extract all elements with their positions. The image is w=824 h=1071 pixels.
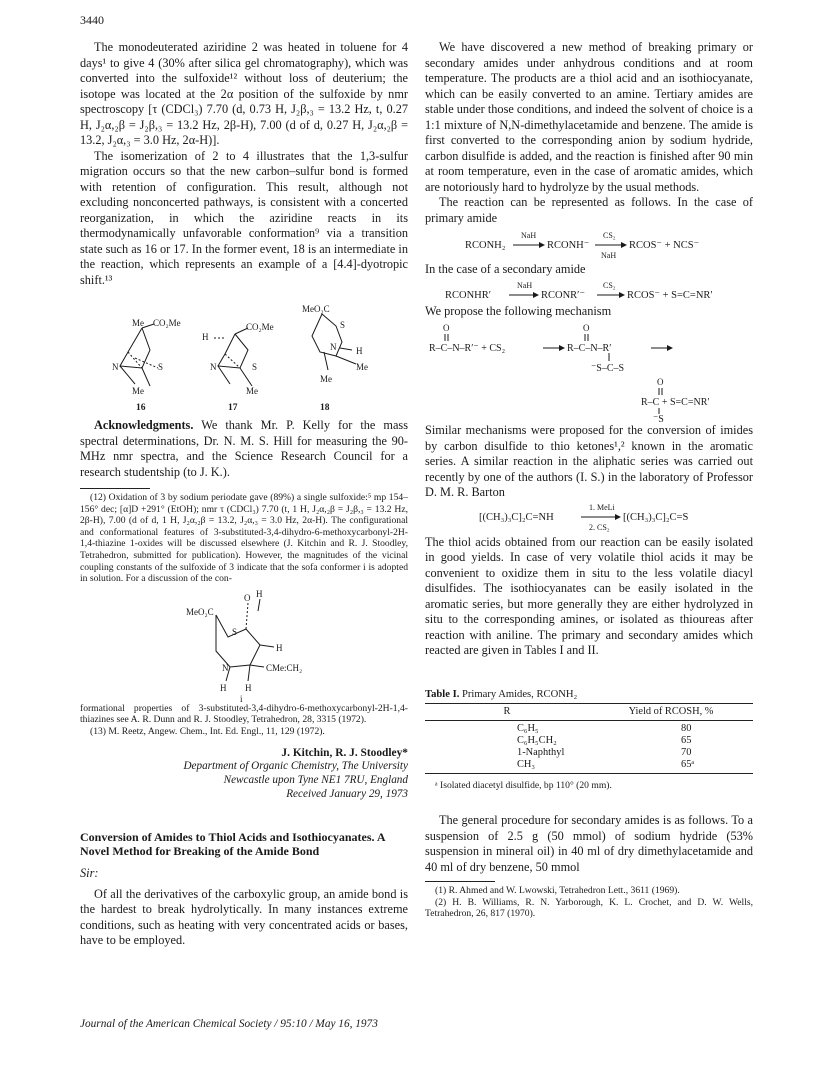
label-s: S bbox=[232, 626, 238, 637]
table-footnote: ᵃ Isolated diacetyl disulfide, bp 110° (20 mm). bbox=[435, 779, 612, 791]
structure-drawing bbox=[80, 294, 408, 412]
body-paragraph: In the case of a secondary amide bbox=[425, 262, 586, 276]
cell-r: CH₃ bbox=[517, 758, 536, 770]
label-o: O bbox=[244, 592, 251, 603]
signature-block bbox=[80, 747, 408, 802]
structure-label-i: i bbox=[240, 693, 243, 703]
body-paragraph: The monodeuterated aziridine 2 was heated in toluene for 4 days¹ to give 4 (30% after silica gel chromatography), which was converted into the sulfoxide¹² without loss of deuterium; the isotope was located at the 2α position of the sulfoxide by nmr spectroscopy [τ (CDCl₃) 7.70 (d, 0.73 H, J₂β,₃ = 13.2 Hz, t, 0.27 H, J₂α,₂β = J₂β,₃ = 13.2 Hz, 2β-H), 7.00 (d of d, 0.27 H, J₂α,₂β = 13.2, J₂α,₃ = 3.0 Hz, 2α-H)]. bbox=[80, 40, 408, 147]
label-h: H bbox=[245, 682, 252, 693]
body-paragraph: The thiol acids obtained from our reaction can be easily isolated in good yields. In case of very volatile thiol acids it may be convenient to oxidize them in situ to the less volatile diacyl disulfides. The isothiocyanates can be easily isolated in the aromatic series, but more generally they are either hydrolyzed in situ to the corresponding amines, or isolated as thioureas after reaction with aniline. The primary and secondary amides which reacted are given in Tables I and II. bbox=[425, 534, 753, 657]
ack-body: We thank Mr. P. Kelly for the mass spectral determinations, Dr. N. M. S. Hill for measuring the 90-MHz nmr spectra, and the Science Research Council for a research studentship (to J. K.). bbox=[80, 418, 409, 479]
table-row bbox=[425, 747, 753, 759]
label-n: N bbox=[112, 362, 119, 372]
mech-products: R–C + S=C=NR′ bbox=[641, 397, 710, 408]
label-h: H bbox=[356, 346, 363, 356]
rxn3-product: [(CH₃)₃C]₂C=S bbox=[623, 511, 689, 523]
table-body bbox=[425, 723, 753, 771]
label-h: H bbox=[256, 588, 263, 599]
reference-1: (1) R. Ahmed and W. Lwowski, Tetrahedron Lett., 3611 (1969). bbox=[435, 885, 680, 897]
reaction-1-drawing bbox=[425, 226, 753, 262]
label-me: Me bbox=[246, 386, 258, 396]
label-meo2c: MeO₂C bbox=[186, 606, 214, 617]
label-s: S bbox=[340, 320, 346, 330]
label-h: H bbox=[202, 332, 209, 342]
label-me: Me bbox=[132, 386, 144, 396]
mechanism-drawing bbox=[425, 319, 753, 423]
table-row bbox=[425, 723, 753, 735]
rxn3-reagent-top: 1. MeLi bbox=[589, 502, 615, 512]
cell-yield: 70 bbox=[681, 746, 692, 758]
rxn2-products: RCOS⁻ + S=C=NR′ bbox=[627, 289, 713, 301]
cell-yield: 65 bbox=[681, 734, 692, 746]
reaction-2-drawing bbox=[425, 278, 753, 304]
table-bottom-rule bbox=[425, 773, 753, 774]
body-paragraph: Of all the derivatives of the carboxylic group, an amide bond is the hardest to break hydrolytically. In many instances extreme conditions, such as heating with very concentrated acids or bases, have to be employed. bbox=[80, 886, 408, 948]
label-meo2c: MeO₂C bbox=[302, 304, 330, 314]
table-top-rule bbox=[425, 703, 753, 704]
article-title: Conversion of Amides to Thiol Acids and Isothiocyanates. A Novel Method for Breaking of the Amide Bond bbox=[80, 829, 385, 858]
structures-16-17-18 bbox=[80, 294, 408, 412]
structure-i-drawing bbox=[80, 585, 408, 703]
cell-r: C₆H₅CH₂ bbox=[517, 734, 557, 746]
mech-products-sub: ⁻S bbox=[653, 414, 664, 423]
cell-yield: 65ᵃ bbox=[681, 758, 695, 770]
rxn3-reagent-bottom: 2. CS₂ bbox=[589, 522, 610, 532]
mech-intermediate-sub: ⁻S–C–S bbox=[591, 363, 625, 374]
reaction-primary-amide bbox=[425, 226, 753, 262]
label-n: N bbox=[210, 362, 217, 372]
table-row bbox=[425, 759, 753, 771]
body-paragraph: We have discovered a new method of breaking primary or secondary amides under anhydrous conditions and at room temperature. The products are a thiol acid and an isothiocyanate, which can be easily converted to an amine. Tertiary amides are stable under those conditions, and indeed the solvent of choice is a 1:1 mixture of N,N-dimethylacetamide and benzene. The amide is first converted to the corresponding anion by sodium hydride, carbon disulfide is added, and the reaction is finished after 90 min at room temperature, even in the case of aromatic amides, which are notoriously hard to hydrolyze by the usual methods. bbox=[425, 40, 753, 194]
column-header-r: R bbox=[503, 705, 511, 717]
right-column bbox=[425, 40, 753, 920]
rxn2-intermediate: RCONR′⁻ bbox=[541, 289, 586, 301]
compound-label-16: 16 bbox=[136, 403, 146, 412]
author-names: J. Kitchin, R. J. Stoodley* bbox=[281, 746, 408, 759]
label-co2me: CO₂Me bbox=[246, 322, 274, 332]
label-s: S bbox=[158, 362, 164, 372]
rxn1-intermediate: RCONH⁻ bbox=[547, 240, 590, 251]
label-n: N bbox=[330, 342, 337, 352]
body-paragraph: The general procedure for secondary amides is as follows. To a suspension of 2.5 g (50 mmol) of sodium hydride (53% suspension in mineral oil) in 40 ml of dry dimethylacetamide and 40 ml of dry benzene, 50 mmol bbox=[425, 813, 753, 874]
cell-yield: 80 bbox=[681, 722, 692, 734]
mech-oxygen: O bbox=[443, 323, 450, 333]
reference-2: (2) H. B. Williams, R. N. Yarborough, K. L. Crochet, and D. W. Wells, Tetrahedron, 26, 817 (1970). bbox=[425, 896, 753, 920]
reaction-secondary-amide bbox=[425, 278, 753, 304]
table-header-row bbox=[425, 706, 753, 718]
body-paragraph: We propose the following mechanism bbox=[425, 303, 612, 318]
label-me: Me bbox=[356, 362, 368, 372]
footnote-12: (12) Oxidation of 3 by sodium periodate gave (89%) a single sulfoxide:⁵ mp 154–156° dec; [α]D +291° (EtOH); nmr τ (CDCl₃) 7.70 (t, 1 H, J₂α,₂β = J₂β,₃ = 13.2 Hz, 2β-H), 7.00 (d of d, 1 H, J₂α,₂β = 13.2, J₂α,₃ = 3.0 Hz, 2α-H). The configurational and conformational features of 3-substituted-3,4-dihydro-6-methoxycarbonyl-2H-1,4-thiazine 1-oxides will be discussed elsewhere (J. Kitchin and R. J. Stoodley, Tetrahedron, submitted for publication). However, the magnitudes of the vicinal coupling constants of the sulfoxide of 3 indicate that the sofa conformer i is adopted in solution. For a discussion of the con- bbox=[80, 492, 408, 585]
footnote-rule bbox=[80, 488, 150, 489]
table-caption bbox=[425, 689, 753, 700]
mech-oxygen: O bbox=[657, 377, 664, 387]
mechanism-scheme bbox=[425, 319, 753, 423]
received-date: Received January 29, 1973 bbox=[286, 787, 408, 800]
page-number: 3440 bbox=[80, 13, 104, 27]
label-me: Me bbox=[320, 374, 332, 384]
table-row bbox=[425, 735, 753, 747]
salutation: Sir: bbox=[80, 865, 99, 880]
rxn1-reagent-nah: NaH bbox=[521, 231, 537, 240]
label-h: H bbox=[276, 642, 283, 653]
footnote-12-continued: formational properties of 3-substituted-3,4-dihydro-6-methoxycarbonyl-2H-1,4-thiazines see A. R. Dunn and R. J. Stoodley, Tetrahedron, 28, 3315 (1972). bbox=[80, 702, 408, 726]
author-department: Department of Organic Chemistry, The University bbox=[183, 760, 408, 773]
rxn1-reagent-nah-below: NaH bbox=[601, 251, 617, 260]
column-header-yield: Yield of RCOSH, % bbox=[628, 705, 714, 717]
table-header-rule bbox=[425, 720, 753, 721]
label-h: H bbox=[220, 682, 227, 693]
mech-reactants: R–C–N–R′⁻ + CS₂ bbox=[429, 343, 506, 354]
compound-label-18: 18 bbox=[320, 403, 330, 412]
table-caption-text: Primary Amides, RCONH₂ bbox=[462, 688, 578, 700]
body-paragraph: Similar mechanisms were proposed for the conversion of imides by carbon disulfide to thio ketones¹,² known in the aromatic series. A similar reaction in the aliphatic series was carried out recently by one of the authors (I. S.) in the laboratory of Professor D. M. R. Barton bbox=[425, 423, 753, 499]
reaction-3-drawing bbox=[425, 501, 753, 535]
author-city: Newcastle upon Tyne NE1 7RU, England bbox=[223, 774, 408, 787]
rxn2-reagent-nah: NaH bbox=[517, 280, 533, 290]
rxn1-reagent-cs2: CS₂ bbox=[603, 231, 616, 240]
body-paragraph: The isomerization of 2 to 4 illustrates that the 1,3-sulfur migration occurs so that the new carbon–sulfur bond is formed with retention of configuration. This result, although not excluding nonconcerted pathways, is consistent with a concerted reorganization, in which the aziridine reacts in its thermodynamically unfavorable conformation⁹ via a transition state such as 16 or 17. In the former event, 18 is an intermediate in the reaction, which represents an example of a [4.4]-dyotropic shift.¹³ bbox=[80, 148, 408, 287]
journal-footer: Journal of the American Chemical Society / 95:10 / May 16, 1973 bbox=[80, 1018, 378, 1030]
table-primary-amides bbox=[425, 706, 753, 718]
rxn2-reagent-cs2: CS₂ bbox=[603, 280, 616, 290]
rxn1-products: RCOS⁻ + NCS⁻ bbox=[629, 240, 700, 251]
label-s: S bbox=[252, 362, 258, 372]
ack-heading: Acknowledgments. bbox=[94, 418, 194, 432]
cell-r: 1-Naphthyl bbox=[517, 746, 565, 758]
left-column bbox=[80, 40, 408, 949]
body-paragraph: The reaction can be represented as follows. In the case of primary amide bbox=[425, 195, 753, 225]
acknowledgments bbox=[80, 418, 408, 480]
table-caption-label: Table I. bbox=[425, 688, 460, 700]
rxn2-reactant: RCONHR′ bbox=[445, 289, 492, 301]
label-me: Me bbox=[132, 318, 144, 328]
reference-rule bbox=[425, 881, 495, 882]
footnote-13: (13) M. Reetz, Angew. Chem., Int. Ed. Engl., 11, 129 (1972). bbox=[90, 725, 325, 737]
label-cme: CMe:CH₂ bbox=[266, 662, 303, 673]
rxn1-reactant: RCONH₂ bbox=[465, 240, 506, 251]
mech-intermediate: R–C–N–R′ bbox=[567, 343, 612, 354]
structure-i bbox=[80, 585, 408, 703]
cell-r: C₆H₅ bbox=[517, 722, 539, 734]
mech-oxygen: O bbox=[583, 323, 590, 333]
reaction-barton bbox=[425, 501, 753, 535]
label-co2me: CO₂Me bbox=[153, 318, 181, 328]
compound-label-17: 17 bbox=[228, 403, 238, 412]
rxn3-reactant: [(CH₃)₃C]₂C=NH bbox=[479, 511, 554, 523]
label-n: N bbox=[222, 662, 229, 673]
